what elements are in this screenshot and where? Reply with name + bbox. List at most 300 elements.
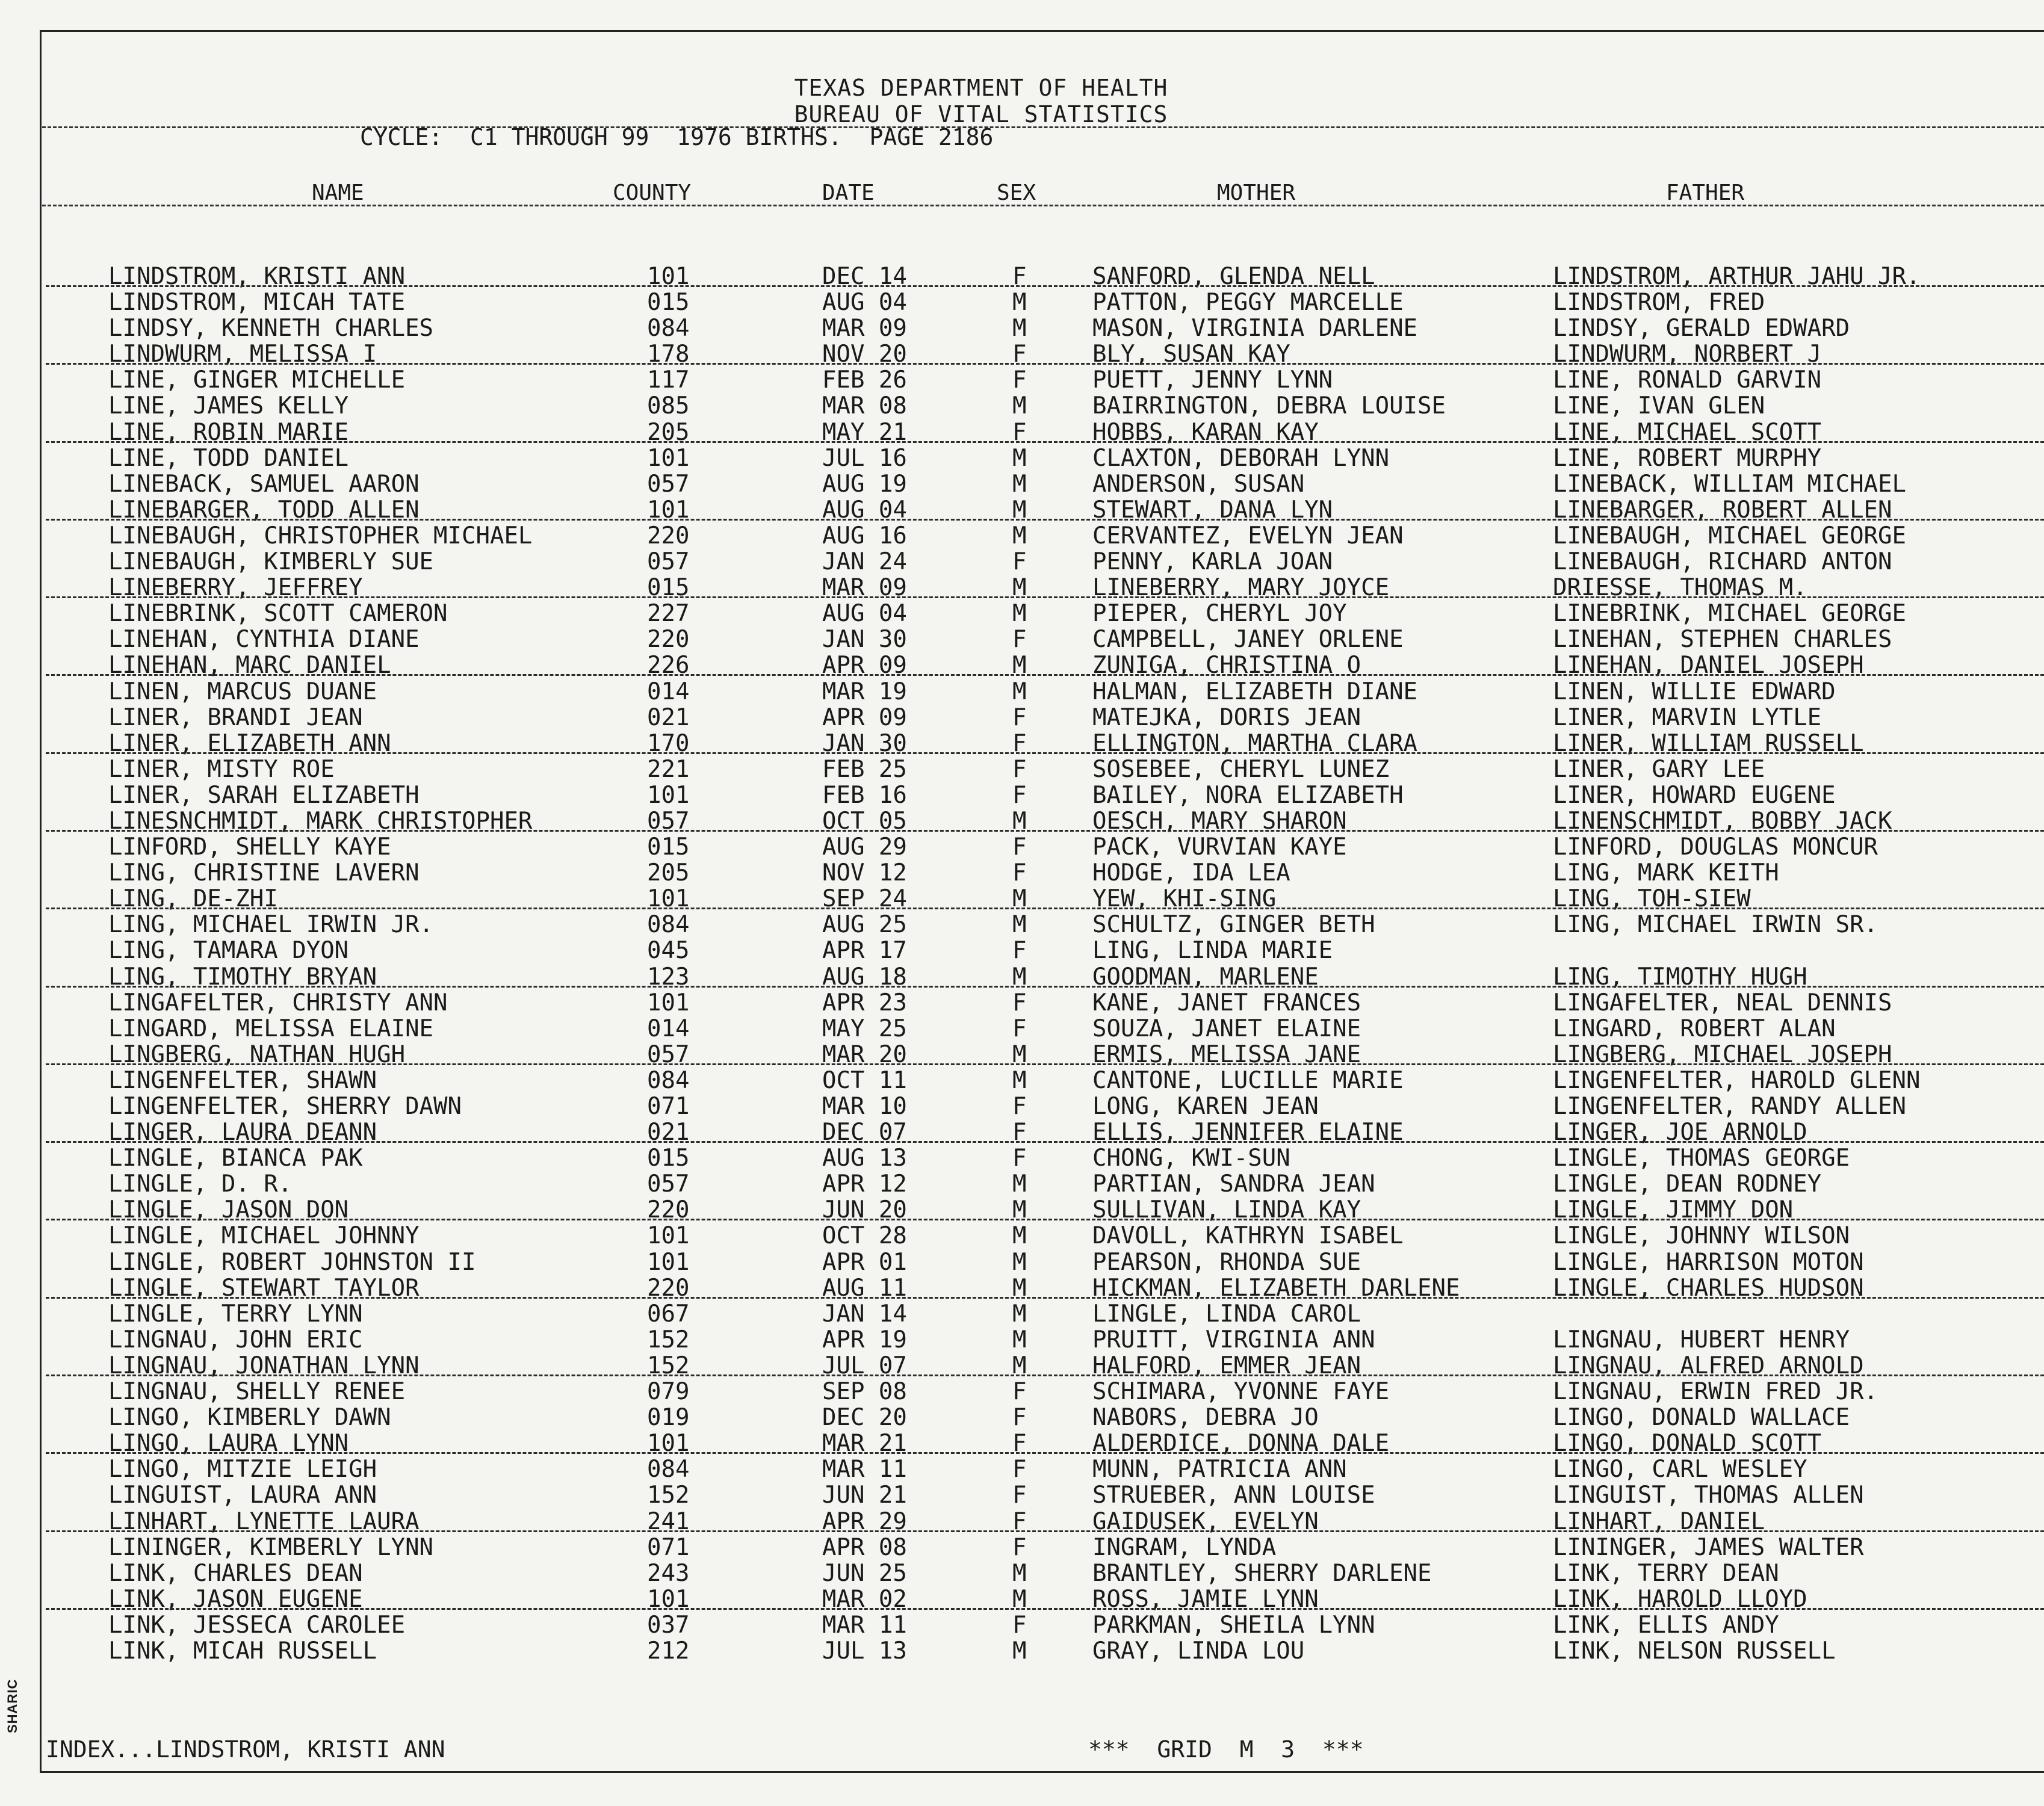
- record-date: JAN 24: [822, 548, 907, 576]
- column-header-date: DATE: [822, 181, 875, 205]
- record-date: APR 29: [822, 1508, 907, 1535]
- record-mother: HALMAN, ELIZABETH DIANE: [1092, 678, 1418, 705]
- record-date: OCT 11: [822, 1066, 907, 1094]
- record-row: [0, 523, 2044, 549]
- record-sex: F: [1012, 1533, 1027, 1561]
- record-mother: BLY, SUSAN KAY: [1092, 341, 1290, 368]
- record-county: 101: [647, 1248, 690, 1276]
- record-row: [0, 1456, 2044, 1482]
- record-county: 152: [647, 1352, 690, 1379]
- record-name: LINGENFELTER, SHERRY DAWN: [108, 1093, 462, 1120]
- record-county: 101: [647, 781, 690, 809]
- record-sex: M: [1012, 963, 1027, 991]
- record-father: LINE, MICHAEL SCOTT: [1553, 418, 1822, 446]
- record-sex: M: [1012, 1248, 1027, 1276]
- record-mother: PRUITT, VIRGINIA ANN: [1092, 1326, 1375, 1353]
- record-sex: M: [1012, 1170, 1027, 1198]
- record-county: 226: [647, 652, 690, 679]
- record-row: [0, 1535, 2044, 1560]
- record-father: LINK, HAROLD LLOYD: [1553, 1585, 1807, 1613]
- record-mother: LINEBERRY, MARY JOYCE: [1092, 574, 1390, 602]
- record-name: LINEHAN, CYNTHIA DIANE: [108, 626, 420, 654]
- record-father: LINEN, WILLIE EDWARD: [1553, 678, 1836, 705]
- record-father: LINENSCHMIDT, BOBBY JACK: [1553, 807, 1892, 835]
- record-row: [0, 652, 2044, 678]
- record-mother: CERVANTEZ, EVELYN JEAN: [1092, 522, 1404, 549]
- record-father: LINGO, CARL WESLEY: [1553, 1456, 1807, 1483]
- record-date: MAR 19: [822, 678, 907, 705]
- record-sex: M: [1012, 392, 1027, 420]
- column-header-name: NAME: [312, 181, 364, 205]
- record-county: 067: [647, 1300, 690, 1328]
- record-sex: M: [1012, 496, 1027, 524]
- record-sex: M: [1012, 315, 1027, 342]
- record-sex: M: [1012, 1326, 1027, 1353]
- record-county: 101: [647, 496, 690, 524]
- record-mother: GRAY, LINDA LOU: [1092, 1637, 1305, 1665]
- record-father: LINE, RONALD GARVIN: [1553, 366, 1822, 394]
- record-mother: SCHULTZ, GINGER BETH: [1092, 911, 1375, 939]
- record-name: LINEN, MARCUS DUANE: [108, 678, 377, 705]
- record-date: APR 09: [822, 652, 907, 679]
- record-county: 057: [647, 1041, 690, 1068]
- record-date: MAR 21: [822, 1430, 907, 1458]
- record-row: [0, 289, 2044, 315]
- record-row: [0, 1353, 2044, 1379]
- record-date: AUG 04: [822, 600, 907, 628]
- record-father: LINER, WILLIAM RUSSELL: [1553, 729, 1864, 757]
- record-date: MAR 02: [822, 1585, 907, 1613]
- record-county: 227: [647, 600, 690, 628]
- record-name: LINDSTROM, MICAH TATE: [108, 289, 406, 317]
- record-row: [0, 1301, 2044, 1327]
- record-county: 101: [647, 444, 690, 472]
- record-sex: M: [1012, 1300, 1027, 1328]
- record-row: [0, 756, 2044, 782]
- record-county: 084: [647, 315, 690, 342]
- record-row: [0, 315, 2044, 341]
- record-father: LINGER, JOE ARNOLD: [1553, 1119, 1807, 1146]
- record-name: LINDSY, KENNETH CHARLES: [108, 315, 434, 342]
- record-sex: M: [1012, 1352, 1027, 1379]
- record-date: APR 08: [822, 1533, 907, 1561]
- record-row: [0, 601, 2044, 626]
- record-name: LINDWURM, MELISSA I: [108, 341, 377, 368]
- record-father: LINGLE, DEAN RODNEY: [1553, 1170, 1822, 1198]
- record-date: JUN 25: [822, 1559, 907, 1587]
- record-mother: PARKMAN, SHEILA LYNN: [1092, 1611, 1375, 1639]
- record-row: [0, 549, 2044, 575]
- record-county: 241: [647, 1508, 690, 1535]
- record-date: JUL 07: [822, 1352, 907, 1379]
- record-sex: F: [1012, 704, 1027, 731]
- record-date: JUN 21: [822, 1482, 907, 1509]
- record-county: 101: [647, 1585, 690, 1613]
- record-name: LINK, JESSECA CAROLEE: [108, 1611, 406, 1639]
- record-name: LINGLE, MICHAEL JOHNNY: [108, 1222, 420, 1250]
- header-rule-bottom: [42, 205, 2044, 206]
- record-mother: BAIRRINGTON, DEBRA LOUISE: [1092, 392, 1446, 420]
- record-name: LINGLE, JASON DON: [108, 1196, 349, 1224]
- record-name: LINGBERG, NATHAN HUGH: [108, 1041, 406, 1068]
- record-name: LINFORD, SHELLY KAYE: [108, 833, 391, 861]
- record-name: LINER, BRANDI JEAN: [108, 704, 363, 731]
- record-row: [0, 1145, 2044, 1171]
- record-father: LING, MARK KEITH: [1553, 859, 1779, 887]
- margin-stamp: SHARIC: [5, 1678, 20, 1733]
- record-sex: F: [1012, 729, 1027, 757]
- record-name: LINER, SARAH ELIZABETH: [108, 781, 420, 809]
- record-sex: M: [1012, 1585, 1027, 1613]
- record-sex: M: [1012, 289, 1027, 317]
- record-father: LINK, TERRY DEAN: [1553, 1559, 1779, 1587]
- record-sex: F: [1012, 1145, 1027, 1172]
- record-mother: ALDERDICE, DONNA DALE: [1092, 1430, 1390, 1458]
- record-date: APR 19: [822, 1326, 907, 1353]
- record-sex: F: [1012, 1378, 1027, 1406]
- record-mother: PIEPER, CHERYL JOY: [1092, 600, 1347, 628]
- record-father: LINGO, DONALD WALLACE: [1553, 1404, 1850, 1432]
- record-mother: BAILEY, NORA ELIZABETH: [1092, 781, 1404, 809]
- record-name: LINK, CHARLES DEAN: [108, 1559, 363, 1587]
- record-mother: SANFORD, GLENDA NELL: [1092, 263, 1375, 290]
- record-sex: M: [1012, 1274, 1027, 1302]
- record-father: LINE, ROBERT MURPHY: [1553, 444, 1822, 472]
- record-date: MAR 11: [822, 1456, 907, 1483]
- record-county: 220: [647, 522, 690, 549]
- record-father: LINER, HOWARD EUGENE: [1553, 781, 1836, 809]
- column-header-sex: SEX: [997, 181, 1036, 205]
- record-sex: F: [1012, 1456, 1027, 1483]
- record-date: FEB 25: [822, 755, 907, 783]
- record-sex: F: [1012, 366, 1027, 394]
- record-row: [0, 1119, 2044, 1145]
- record-county: 084: [647, 1066, 690, 1094]
- record-mother: NABORS, DEBRA JO: [1092, 1404, 1319, 1432]
- record-mother: GOODMAN, MARLENE: [1092, 963, 1319, 991]
- record-row: [0, 341, 2044, 367]
- record-mother: PARTIAN, SANDRA JEAN: [1092, 1170, 1375, 1198]
- record-date: APR 01: [822, 1248, 907, 1276]
- record-date: AUG 13: [822, 1145, 907, 1172]
- record-row: [0, 990, 2044, 1016]
- record-mother: HOBBS, KARAN KAY: [1092, 418, 1319, 446]
- record-county: 084: [647, 1456, 690, 1483]
- record-county: 101: [647, 989, 690, 1016]
- record-father: LING, TIMOTHY HUGH: [1553, 963, 1807, 991]
- record-name: LINGENFELTER, SHAWN: [108, 1066, 377, 1094]
- record-date: OCT 05: [822, 807, 907, 835]
- record-county: 015: [647, 289, 690, 317]
- record-sex: F: [1012, 418, 1027, 446]
- record-county: 021: [647, 1119, 690, 1146]
- record-sex: M: [1012, 652, 1027, 679]
- record-row: [0, 938, 2044, 963]
- record-county: 084: [647, 911, 690, 939]
- record-mother: OESCH, MARY SHARON: [1092, 807, 1347, 835]
- record-date: JAN 30: [822, 626, 907, 654]
- record-county: 014: [647, 678, 690, 705]
- record-row: [0, 1223, 2044, 1249]
- record-father: LINGARD, ROBERT ALAN: [1553, 1015, 1836, 1042]
- record-name: LINGNAU, JOHN ERIC: [108, 1326, 363, 1353]
- record-date: SEP 08: [822, 1378, 907, 1406]
- record-sex: M: [1012, 522, 1027, 549]
- record-county: 015: [647, 574, 690, 602]
- record-date: SEP 24: [822, 885, 907, 913]
- record-sex: F: [1012, 263, 1027, 290]
- record-mother: LING, LINDA MARIE: [1092, 937, 1333, 965]
- record-mother: PUETT, JENNY LYNN: [1092, 366, 1333, 394]
- record-mother: LINGLE, LINDA CAROL: [1092, 1300, 1361, 1328]
- record-name: LINEHAN, MARC DANIEL: [108, 652, 391, 679]
- record-sex: M: [1012, 470, 1027, 498]
- record-sex: F: [1012, 1119, 1027, 1146]
- record-date: JUL 13: [822, 1637, 907, 1665]
- record-father: LINGLE, CHARLES HUDSON: [1553, 1274, 1864, 1302]
- record-row: [0, 1093, 2044, 1119]
- record-sex: M: [1012, 678, 1027, 705]
- record-county: 057: [647, 807, 690, 835]
- record-row: [0, 1379, 2044, 1405]
- record-date: AUG 04: [822, 289, 907, 317]
- record-sex: M: [1012, 1041, 1027, 1068]
- record-county: 071: [647, 1093, 690, 1120]
- record-father: LINGNAU, ERWIN FRED JR.: [1553, 1378, 1878, 1406]
- record-name: LINEBARGER, TODD ALLEN: [108, 496, 420, 524]
- record-row: [0, 1042, 2044, 1068]
- record-mother: YEW, KHI-SING: [1092, 885, 1277, 913]
- record-name: LINK, JASON EUGENE: [108, 1585, 363, 1613]
- record-name: LING, MICHAEL IRWIN JR.: [108, 911, 434, 939]
- record-date: MAR 08: [822, 392, 907, 420]
- record-date: JUL 16: [822, 444, 907, 472]
- record-date: AUG 04: [822, 496, 907, 524]
- record-row: [0, 808, 2044, 834]
- record-row: [0, 1171, 2044, 1197]
- record-row: [0, 367, 2044, 393]
- record-county: 243: [647, 1559, 690, 1587]
- record-sex: F: [1012, 1508, 1027, 1535]
- record-county: 178: [647, 341, 690, 368]
- record-county: 220: [647, 626, 690, 654]
- record-sex: M: [1012, 911, 1027, 939]
- record-county: 057: [647, 1170, 690, 1198]
- record-date: JUN 20: [822, 1196, 907, 1224]
- record-date: OCT 28: [822, 1222, 907, 1250]
- record-row: [0, 1638, 2044, 1664]
- record-row: [0, 834, 2044, 860]
- record-father: LININGER, JAMES WALTER: [1553, 1533, 1864, 1561]
- record-sex: M: [1012, 1196, 1027, 1224]
- record-father: LING, MICHAEL IRWIN SR.: [1553, 911, 1878, 939]
- record-row: [0, 445, 2044, 471]
- record-name: LINGNAU, SHELLY RENEE: [108, 1378, 406, 1406]
- record-mother: SULLIVAN, LINDA KAY: [1092, 1196, 1361, 1224]
- grid-label: *** GRID M 3 ***: [1088, 1736, 1364, 1763]
- record-mother: HALFORD, EMMER JEAN: [1092, 1352, 1361, 1379]
- record-county: 101: [647, 1430, 690, 1458]
- record-date: MAR 20: [822, 1041, 907, 1068]
- record-name: LINGLE, BIANCA PAK: [108, 1145, 363, 1172]
- record-father: LINEBAUGH, MICHAEL GEORGE: [1553, 522, 1906, 549]
- record-row: [0, 782, 2044, 808]
- record-father: LINEBACK, WILLIAM MICHAEL: [1553, 470, 1906, 498]
- record-sex: M: [1012, 1637, 1027, 1665]
- record-name: LINER, MISTY ROE: [108, 755, 335, 783]
- record-row: [0, 679, 2044, 705]
- record-row: [0, 1560, 2044, 1586]
- record-county: 117: [647, 366, 690, 394]
- record-sex: F: [1012, 1430, 1027, 1458]
- record-date: FEB 26: [822, 366, 907, 394]
- record-name: LINK, MICAH RUSSELL: [108, 1637, 377, 1665]
- record-name: LINGO, KIMBERLY DAWN: [108, 1404, 391, 1432]
- record-row: [0, 471, 2044, 497]
- record-row: [0, 912, 2044, 938]
- record-county: 220: [647, 1196, 690, 1224]
- record-date: JAN 30: [822, 729, 907, 757]
- record-date: DEC 20: [822, 1404, 907, 1432]
- record-date: NOV 20: [822, 341, 907, 368]
- record-date: AUG 19: [822, 470, 907, 498]
- record-father: LINGO, DONALD SCOTT: [1553, 1430, 1822, 1458]
- record-date: NOV 12: [822, 859, 907, 887]
- record-date: APR 12: [822, 1170, 907, 1198]
- record-name: LINE, GINGER MICHELLE: [108, 366, 406, 394]
- record-county: 205: [647, 418, 690, 446]
- record-father: LINGENFELTER, RANDY ALLEN: [1553, 1093, 1906, 1120]
- record-mother: INGRAM, LYNDA: [1092, 1533, 1277, 1561]
- record-name: LINE, ROBIN MARIE: [108, 418, 349, 446]
- record-mother: CLAXTON, DEBORAH LYNN: [1092, 444, 1390, 472]
- record-mother: HICKMAN, ELIZABETH DARLENE: [1092, 1274, 1460, 1302]
- record-sex: M: [1012, 574, 1027, 602]
- record-father: LINDWURM, NORBERT J: [1553, 341, 1822, 368]
- record-father: LINGBERG, MICHAEL JOSEPH: [1553, 1041, 1892, 1068]
- record-sex: F: [1012, 341, 1027, 368]
- record-row: [0, 393, 2044, 419]
- record-name: LINGER, LAURA DEANN: [108, 1119, 377, 1146]
- record-date: MAR 11: [822, 1611, 907, 1639]
- record-name: LINGUIST, LAURA ANN: [108, 1482, 377, 1509]
- record-row: [0, 1068, 2044, 1093]
- record-date: APR 23: [822, 989, 907, 1016]
- record-name: LINGLE, D. R.: [108, 1170, 293, 1198]
- record-date: MAY 25: [822, 1015, 907, 1042]
- record-county: 037: [647, 1611, 690, 1639]
- record-sex: F: [1012, 1093, 1027, 1120]
- record-mother: DAVOLL, KATHRYN ISABEL: [1092, 1222, 1404, 1250]
- record-row: [0, 497, 2044, 523]
- record-sex: F: [1012, 859, 1027, 887]
- record-mother: CANTONE, LUCILLE MARIE: [1092, 1066, 1404, 1094]
- record-mother: ANDERSON, SUSAN: [1092, 470, 1305, 498]
- record-date: DEC 14: [822, 263, 907, 290]
- record-row: [0, 1509, 2044, 1535]
- record-father: LINGUIST, THOMAS ALLEN: [1553, 1482, 1864, 1509]
- record-row: [0, 419, 2044, 445]
- record-county: 101: [647, 885, 690, 913]
- cycle-line: CYCLE: C1 THROUGH 99 1976 BIRTHS. PAGE 2186: [360, 124, 994, 150]
- record-name: LING, DE-ZHI: [108, 885, 278, 913]
- record-row: [0, 264, 2044, 289]
- record-date: FEB 16: [822, 781, 907, 809]
- record-row: [0, 1405, 2044, 1430]
- record-date: MAR 09: [822, 315, 907, 342]
- record-sex: F: [1012, 626, 1027, 654]
- record-mother: STEWART, DANA LYN: [1092, 496, 1333, 524]
- record-date: AUG 29: [822, 833, 907, 861]
- record-name: LINDSTROM, KRISTI ANN: [108, 263, 406, 290]
- record-county: 045: [647, 937, 690, 965]
- record-mother: SOSEBEE, CHERYL LUNEZ: [1092, 755, 1390, 783]
- record-row: [0, 731, 2044, 756]
- record-mother: CAMPBELL, JANEY ORLENE: [1092, 626, 1404, 654]
- record-name: LINGLE, ROBERT JOHNSTON II: [108, 1248, 476, 1276]
- record-name: LINGLE, TERRY LYNN: [108, 1300, 363, 1328]
- column-header-mother: MOTHER: [1217, 181, 1296, 205]
- record-mother: PACK, VURVIAN KAYE: [1092, 833, 1347, 861]
- record-mother: PEARSON, RHONDA SUE: [1092, 1248, 1361, 1276]
- record-county: 019: [647, 1404, 690, 1432]
- record-name: LINE, TODD DANIEL: [108, 444, 349, 472]
- record-row: [0, 1249, 2044, 1275]
- record-date: APR 09: [822, 704, 907, 731]
- index-label: INDEX...LINDSTROM, KRISTI ANN: [46, 1736, 445, 1763]
- record-sex: M: [1012, 1066, 1027, 1094]
- record-mother: PATTON, PEGGY MARCELLE: [1092, 289, 1404, 317]
- record-name: LINEBRINK, SCOTT CAMERON: [108, 600, 448, 628]
- record-mother: PENNY, KARLA JOAN: [1092, 548, 1333, 576]
- record-county: 071: [647, 1533, 690, 1561]
- record-mother: GAIDUSEK, EVELYN: [1092, 1508, 1319, 1535]
- record-date: AUG 25: [822, 911, 907, 939]
- record-row: [0, 626, 2044, 652]
- record-row: [0, 1586, 2044, 1612]
- record-name: LINGO, MITZIE LEIGH: [108, 1456, 377, 1483]
- record-county: 101: [647, 263, 690, 290]
- record-name: LININGER, KIMBERLY LYNN: [108, 1533, 434, 1561]
- record-sex: F: [1012, 755, 1027, 783]
- record-county: 079: [647, 1378, 690, 1406]
- record-father: LINDSTROM, FRED: [1553, 289, 1765, 317]
- record-sex: F: [1012, 1015, 1027, 1042]
- record-date: MAR 09: [822, 574, 907, 602]
- record-father: LINHART, DANIEL: [1553, 1508, 1765, 1535]
- record-name: LINGO, LAURA LYNN: [108, 1430, 349, 1458]
- record-county: 014: [647, 1015, 690, 1042]
- record-county: 101: [647, 1222, 690, 1250]
- record-father: LINGAFELTER, NEAL DENNIS: [1553, 989, 1892, 1016]
- record-mother: LONG, KAREN JEAN: [1092, 1093, 1319, 1120]
- record-sex: F: [1012, 1482, 1027, 1509]
- record-sex: M: [1012, 444, 1027, 472]
- record-name: LING, CHRISTINE LAVERN: [108, 859, 420, 887]
- record-sex: M: [1012, 1222, 1027, 1250]
- record-sex: M: [1012, 1559, 1027, 1587]
- record-sex: F: [1012, 937, 1027, 965]
- header-rule-top: [42, 126, 2044, 128]
- birth-records-table: [0, 264, 2044, 1664]
- record-father: LINGLE, HARRISON MOTON: [1553, 1248, 1864, 1276]
- record-mother: MATEJKA, DORIS JEAN: [1092, 704, 1361, 731]
- record-row: [0, 860, 2044, 886]
- record-name: LINGNAU, JONATHAN LYNN: [108, 1352, 420, 1379]
- record-row: [0, 1275, 2044, 1301]
- record-date: AUG 16: [822, 522, 907, 549]
- record-county: 015: [647, 1145, 690, 1172]
